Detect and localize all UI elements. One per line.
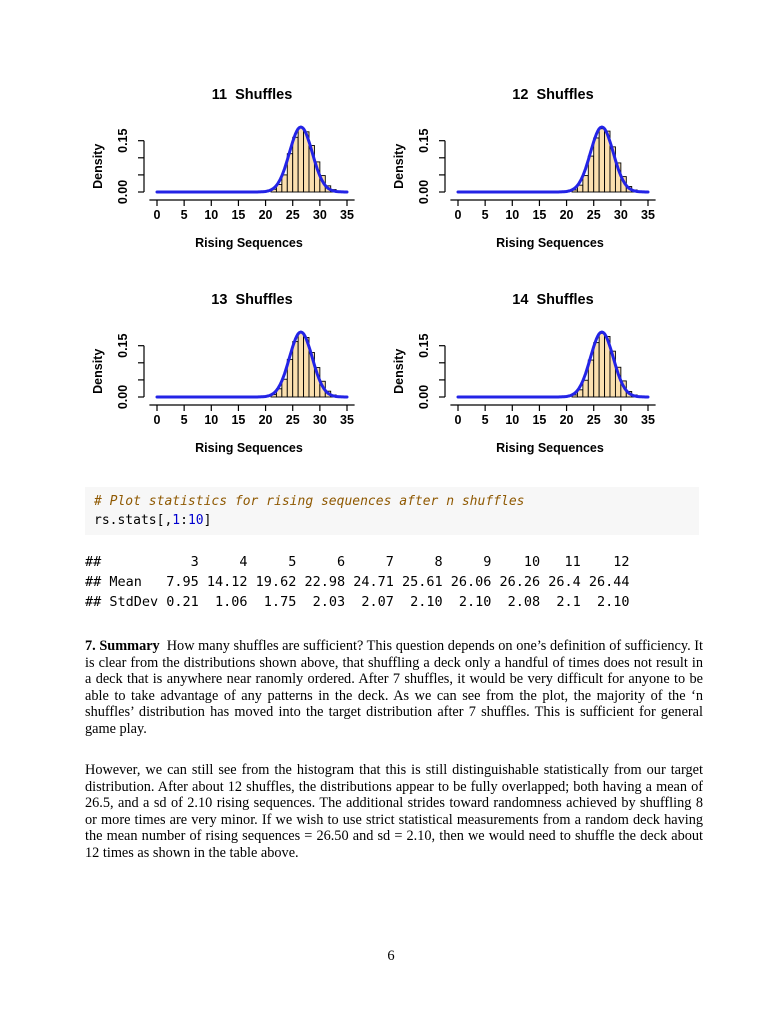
chart-14-shuffles: [381, 287, 691, 472]
x-tick-label: 15: [231, 208, 246, 222]
histogram-bar: [583, 176, 588, 192]
histogram-bar: [594, 343, 599, 397]
y-axis-label: Density: [392, 348, 406, 394]
section-heading: 7. Summary: [85, 638, 160, 654]
y-axis-label: Density: [91, 143, 105, 189]
histogram-bar: [298, 128, 303, 192]
chart-11-shuffles: [80, 82, 390, 267]
x-tick-label: 15: [532, 413, 547, 427]
chart-title: 12 Shuffles: [512, 87, 594, 103]
y-axis-label: Density: [392, 143, 406, 189]
y-axis: [417, 128, 445, 204]
histogram-bar: [298, 333, 303, 397]
code-token-plain: ]: [203, 513, 212, 528]
y-tick-label: 0.00: [417, 179, 431, 205]
x-tick-label: 15: [231, 413, 246, 427]
x-tick-label: 20: [559, 413, 574, 427]
x-axis-label: Rising Sequences: [496, 441, 604, 455]
output-header-row: ## 3 4 5 6 7 8 9 10 11 12: [85, 554, 630, 570]
r-output-block: [85, 552, 630, 612]
x-tick-label: 20: [258, 413, 273, 427]
x-tick-label: 25: [586, 208, 601, 222]
y-tick-label: 0.00: [417, 384, 431, 410]
histogram-bar: [293, 342, 298, 397]
x-tick-label: 5: [481, 208, 489, 222]
y-tick-label: 0.15: [417, 128, 431, 153]
x-tick-label: 30: [613, 413, 628, 427]
histogram-bar: [293, 137, 298, 192]
y-tick-label: 0.15: [417, 333, 431, 358]
x-tick-label: 0: [153, 413, 161, 427]
summary-paragraph-2: However, we can still see from the histogram that this is still distinguishable statistically from our target distribution. After about 12 shuffles, the distributions appear to be fully overlapped; both having a mean of 26.5, and a sd of 2.10 rising sequences. The additional strides toward randomness achieved by shuffling 8 or more times are very minor. If we wish to use strict statistical measurements from a random deck having the mean number of rising sequences = 26.50 and sd = 2.10, then we would need to shuffle the deck about 12 times as shown in the table above.: [85, 762, 703, 861]
summary-text-1: How many shuffles are sufficient? This question depends on one’s definition of sufficiency. It is clear from the distributions shown above, that shuffling a deck only a handful of times does not result in a deck that is anywhere near ranomly ordered. After 7 shuffles, it would be very difficult for anyone to be able to take advantage of any patterns in the deck. As we can see from the plot, the majority of the ‘n shuffles’ distribution has moved into the target distribution after 7 shuffles. This is sufficient for general game play.: [85, 638, 703, 737]
x-axis-label: Rising Sequences: [195, 236, 303, 250]
r-code-block: [85, 487, 699, 535]
histogram-bars: [572, 129, 637, 192]
x-tick-label: 35: [641, 208, 655, 222]
x-tick-label: 25: [586, 413, 601, 427]
x-axis: [450, 200, 655, 222]
x-tick-label: 5: [180, 413, 188, 427]
page-number: 6: [387, 948, 395, 964]
y-tick-label: 0.15: [116, 333, 130, 358]
chart-title: 11 Shuffles: [211, 87, 293, 103]
x-axis-label: Rising Sequences: [195, 441, 303, 455]
x-tick-label: 10: [204, 413, 219, 427]
x-axis: [450, 405, 655, 427]
code-line: [94, 511, 690, 530]
x-tick-label: 30: [312, 413, 327, 427]
chart-13-shuffles: [80, 287, 390, 472]
x-tick-label: 10: [204, 208, 219, 222]
output-mean-row: ## Mean 7.95 14.12 19.62 22.98 24.71 25.61 26.06 26.26 26.4 26.44: [85, 574, 630, 590]
x-tick-label: 25: [285, 208, 300, 222]
code-token-plain: rs.stats[,: [94, 513, 173, 528]
code-comment-line: # Plot statistics for rising sequences after n shuffles: [94, 494, 525, 509]
x-tick-label: 0: [454, 208, 462, 222]
figure-shuffle-histograms: [0, 82, 782, 472]
histogram-bars: [271, 333, 336, 397]
x-tick-label: 25: [285, 413, 300, 427]
chart-title: 13 Shuffles: [211, 292, 293, 308]
x-axis-label: Rising Sequences: [496, 236, 604, 250]
histogram-bar: [594, 138, 599, 192]
summary-paragraph-1: [85, 638, 703, 738]
x-tick-label: 10: [505, 208, 520, 222]
chart-title: 14 Shuffles: [512, 292, 594, 308]
x-tick-label: 0: [454, 413, 462, 427]
histogram-bar: [599, 129, 604, 192]
y-axis-label: Density: [91, 348, 105, 394]
histogram-bar: [583, 380, 588, 397]
code-token-number: 1: [172, 513, 181, 528]
y-axis: [116, 128, 144, 204]
x-tick-label: 15: [532, 208, 547, 222]
x-tick-label: 5: [481, 413, 489, 427]
x-tick-label: 20: [258, 208, 273, 222]
x-axis: [149, 200, 354, 222]
output-stddev-row: ## StdDev 0.21 1.06 1.75 2.03 2.07 2.10 2.10 2.08 2.1 2.10: [85, 594, 630, 610]
x-tick-label: 20: [559, 208, 574, 222]
x-tick-label: 30: [613, 208, 628, 222]
code-token-plain: :: [180, 513, 188, 528]
chart-12-shuffles: [381, 82, 691, 267]
y-axis: [417, 333, 445, 409]
x-tick-label: 35: [340, 413, 354, 427]
y-axis: [116, 333, 144, 409]
y-tick-label: 0.00: [116, 384, 130, 410]
x-tick-label: 0: [153, 208, 161, 222]
code-token-number: 10: [187, 513, 204, 528]
x-axis: [149, 405, 354, 427]
histogram-bars: [572, 333, 637, 397]
x-tick-label: 30: [312, 208, 327, 222]
x-tick-label: 35: [340, 208, 354, 222]
y-tick-label: 0.00: [116, 179, 130, 205]
y-tick-label: 0.15: [116, 128, 130, 153]
histogram-bar: [599, 333, 604, 397]
histogram-bars: [271, 128, 336, 192]
x-tick-label: 5: [180, 208, 188, 222]
x-tick-label: 35: [641, 413, 655, 427]
x-tick-label: 10: [505, 413, 520, 427]
